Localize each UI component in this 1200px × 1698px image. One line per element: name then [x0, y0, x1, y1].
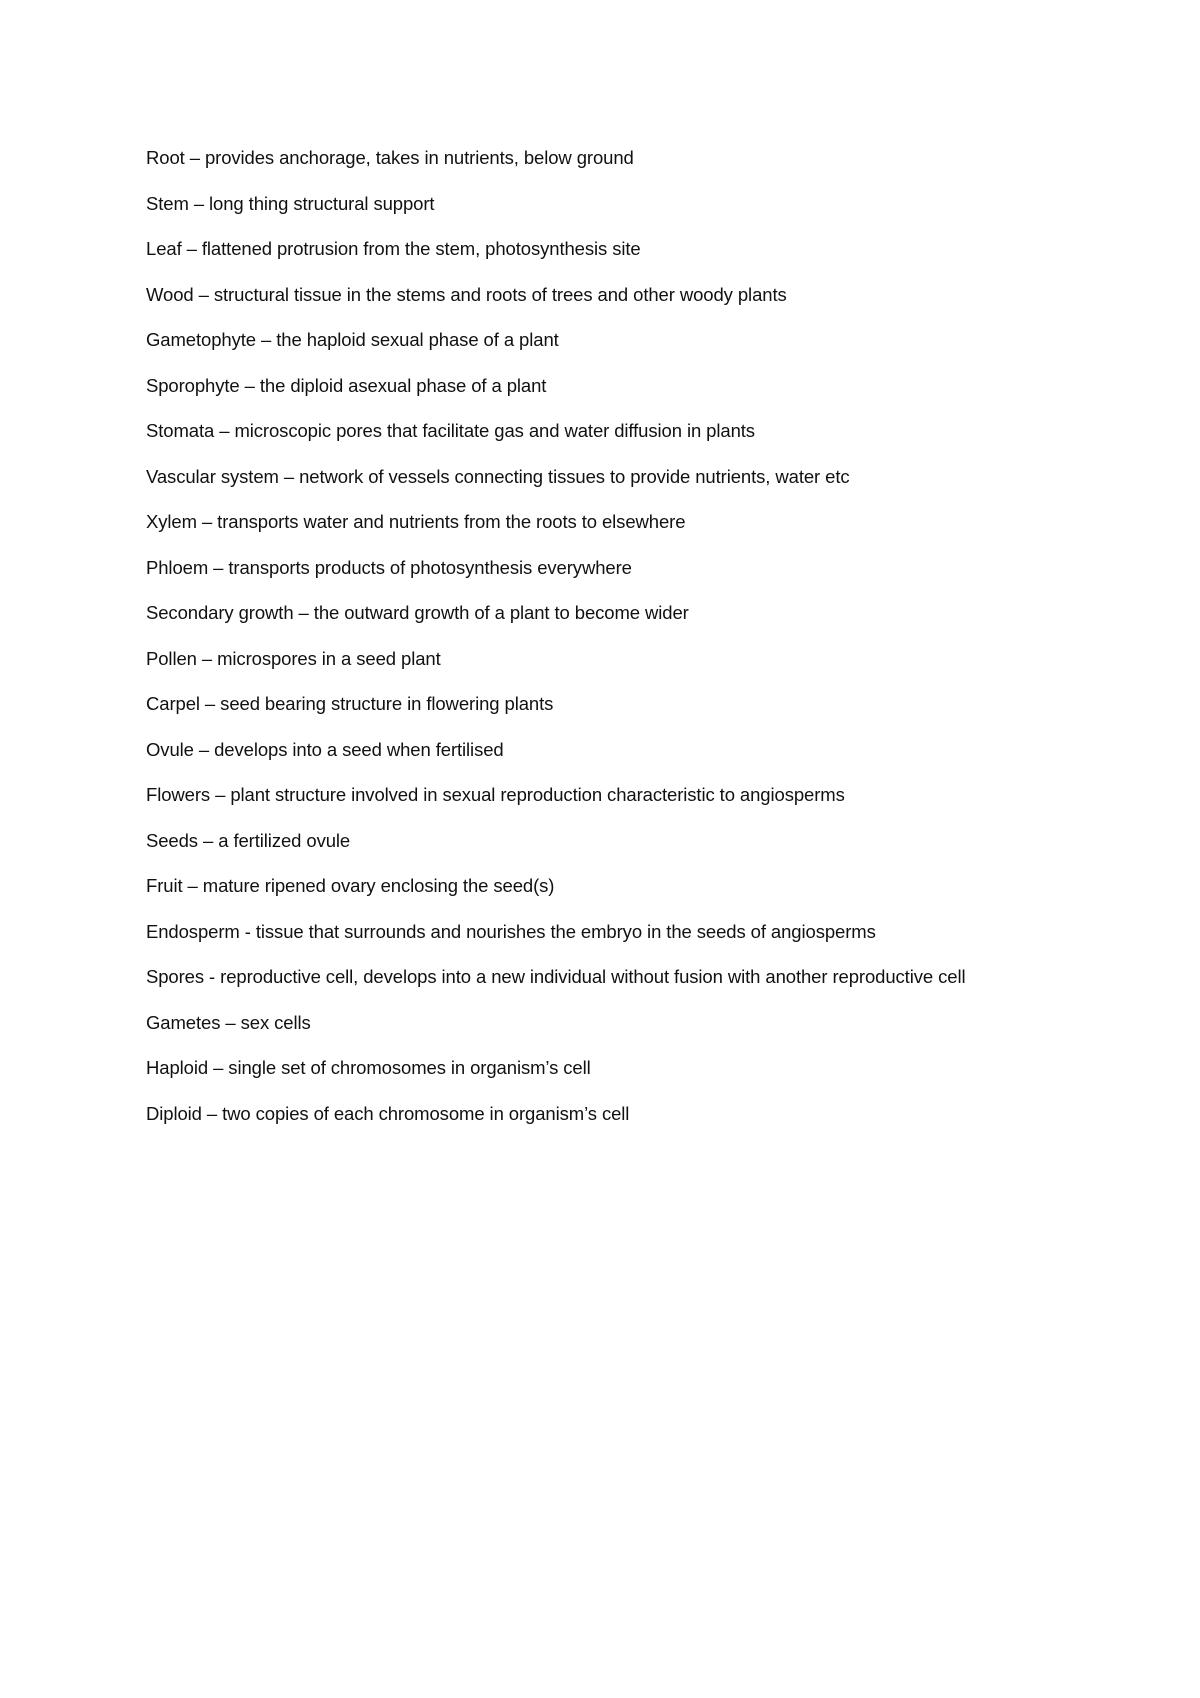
- definition-flowers: Flowers – plant structure involved in sexual reproduction characteristic to angiosperms: [146, 784, 845, 805]
- definition-pollen: Pollen – microspores in a seed plant: [146, 647, 441, 669]
- definition-root: Root – provides anchorage, takes in nutrients, below ground: [146, 147, 634, 168]
- definition-wood: Wood – structural tissue in the stems and roots of trees and other woody plants: [146, 283, 787, 305]
- definition-stomata: Stomata – microscopic pores that facilitate gas and water diffusion in plants: [146, 420, 755, 441]
- definition-haploid: Haploid – single set of chromosomes in organism’s cell: [146, 1057, 591, 1078]
- definition-fruit: Fruit – mature ripened ovary enclosing the seed(s): [146, 875, 555, 896]
- definition-sporophyte: Sporophyte – the diploid asexual phase of a plant: [146, 374, 547, 396]
- definition-xylem: Xylem – transports water and nutrients from the roots to elsewhere: [146, 511, 686, 532]
- definition-list: [146, 144, 1056, 1145]
- definition-gametes: Gametes – sex cells: [146, 1011, 311, 1033]
- definition-spores: Spores - reproductive cell, develops into a new individual without fusion with another reproductive cell: [146, 966, 966, 987]
- definition-stem: Stem – long thing structural support: [146, 192, 435, 214]
- definition-leaf: Leaf – flattened protrusion from the stem, photosynthesis site: [146, 238, 641, 259]
- definition-phloem: Phloem – transports products of photosynthesis everywhere: [146, 556, 632, 578]
- definition-gametophyte: Gametophyte – the haploid sexual phase of a plant: [146, 329, 559, 350]
- definition-secondary-growth: Secondary growth – the outward growth of a plant to become wider: [146, 602, 689, 623]
- definition-vascular-system: Vascular system – network of vessels connecting tissues to provide nutrients, water etc: [146, 465, 850, 487]
- definition-carpel: Carpel – seed bearing structure in flowering plants: [146, 693, 554, 714]
- definition-seeds: Seeds – a fertilized ovule: [146, 829, 351, 851]
- definition-ovule: Ovule – develops into a seed when fertilised: [146, 738, 504, 760]
- definition-diploid: Diploid – two copies of each chromosome in organism’s cell: [146, 1102, 630, 1124]
- definition-endosperm: Endosperm - tissue that surrounds and nourishes the embryo in the seeds of angiosperms: [146, 920, 876, 942]
